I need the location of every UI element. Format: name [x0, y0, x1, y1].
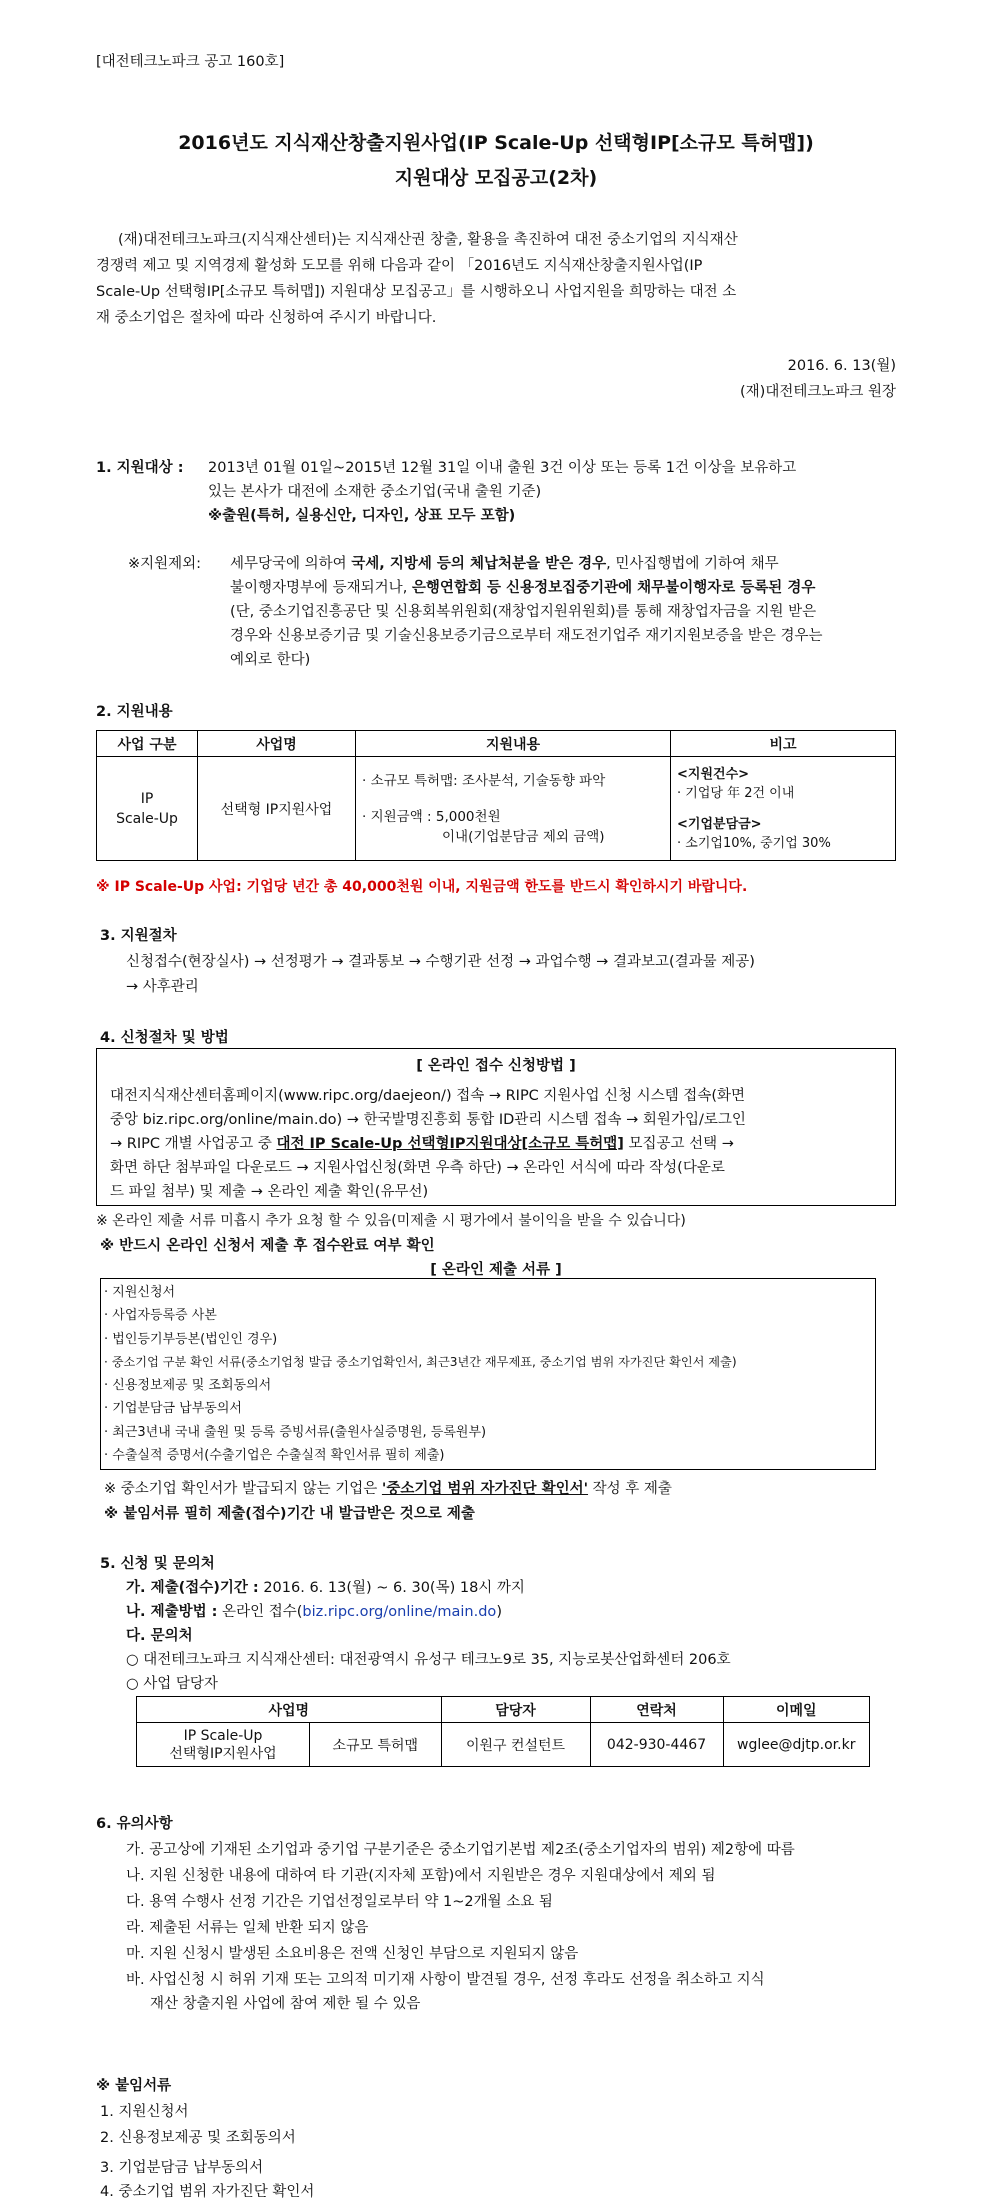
- caution-item-cont: 재산 창출지원 사업에 참여 제한 될 수 있음: [150, 1996, 421, 2012]
- table-header: 사업 구분: [97, 731, 198, 757]
- procedure-line: → 사후관리: [126, 979, 199, 995]
- contact-table: [136, 1696, 870, 1767]
- section1-line: 2013년 01월 01일~2015년 12월 31일 이내 출원 3건 이상 또는 등록 1건 이상을 보유하고: [208, 460, 797, 476]
- exclusion-line: (단, 중소기업진흥공단 및 신용회복위원회(재창업지원위원회)를 통해 재창업자금을 지원 받은: [230, 604, 817, 620]
- list-item: · 법인등기부등본(법인인 경우): [104, 1331, 278, 1347]
- intro-line: (재)대전테크노파크(지식재산센터)는 지식재산권 창출, 활용을 촉진하여 대전 중소기업의 지식재산: [118, 232, 738, 248]
- attachment-period-note: ※ 붙임서류 필히 제출(접수)기간 내 발급받은 것으로 제출: [104, 1506, 475, 1522]
- intro-line: 재 중소기업은 절차에 따라 신청하여 주시기 바랍니다.: [96, 310, 437, 326]
- notice-reference: [대전테크노파크 공고 160호]: [96, 54, 285, 70]
- table-header: 담당자: [441, 1697, 590, 1723]
- table-cell: 선택형 IP지원사업: [198, 757, 356, 861]
- notice-title-line1: 2016년도 지식재산창출지원사업(IP Scale-Up 선택형IP[소규모 특허맵]): [178, 132, 814, 154]
- section5-heading: 5. 신청 및 문의처: [100, 1556, 215, 1572]
- caution-item: 바. 사업신청 시 허위 기재 또는 고의적 미기재 사항이 발견될 경우, 선정 후라도 선정을 취소하고 지식: [126, 1972, 765, 1988]
- section2-heading: 2. 지원내용: [96, 704, 173, 720]
- attachments-heading: ※ 붙임서류: [96, 2078, 172, 2094]
- procedure-line: 신청접수(현장실사) → 선정평가 → 결과통보 → 수행기관 선정 → 과업수행 → 결과보고(결과물 제공): [126, 954, 755, 970]
- contact-address: ○ 대전테크노파크 지식재산센터: 대전광역시 유성구 테크노9로 35, 지능로봇산업화센터 206호: [126, 1652, 731, 1668]
- table-header: 이메일: [723, 1697, 869, 1723]
- table-header: 지원내용: [356, 731, 671, 757]
- caution-item: 라. 제출된 서류는 일체 반환 되지 않음: [126, 1920, 369, 1936]
- table-header: 연락처: [590, 1697, 723, 1723]
- attachment-item: 1. 지원신청서: [100, 2104, 189, 2120]
- table-header: 사업명: [198, 731, 356, 757]
- table-header: 사업명: [137, 1697, 442, 1723]
- contact-manager-label: ○ 사업 담당자: [126, 1676, 218, 1692]
- list-item: · 사업자등록증 사본: [104, 1308, 217, 1324]
- docs-list: [104, 1281, 737, 1467]
- online-method-line: 드 파일 첨부) 및 제출 → 온라인 제출 확인(유무선): [110, 1184, 429, 1200]
- table-cell: <지원건수> · 기업당 年 2건 이내 <기업분담금> · 소기업10%, 중기업 30%: [671, 757, 896, 861]
- section3-heading: 3. 지원절차: [100, 928, 177, 944]
- exclusion-line: 예외로 한다): [230, 652, 311, 668]
- exclusion-line: 경우와 신용보증기금 및 기술신용보증기금으로부터 재도전기업주 재기지원보증을 받은 경우는: [230, 628, 823, 644]
- section1-scope-note: ※출원(특허, 실용신안, 디자인, 상표 모두 포함): [208, 508, 516, 524]
- section1-heading: 1. 지원대상 :: [96, 460, 184, 476]
- table-cell: 042-930-4467: [590, 1723, 723, 1767]
- table-cell: IP Scale-Up: [97, 757, 198, 861]
- table-row: [97, 757, 896, 861]
- exclusion-line: 불이행자명부에 등재되거나, 은행연합회 등 신용정보집중기관에 채무불이행자로 등록된 경우: [230, 580, 816, 596]
- limit-warning: ※ IP Scale-Up 사업: 기업당 년간 총 40,000천원 이내, 지원금액 한도를 반드시 확인하시기 바랍니다.: [96, 879, 748, 895]
- caution-item: 가. 공고상에 기재된 소기업과 중기업 구분기준은 중소기업기본법 제2조(중소기업자의 범위) 제2항에 따름: [126, 1842, 795, 1858]
- online-method-title: [ 온라인 접수 신청방법 ]: [416, 1058, 576, 1074]
- contact-email[interactable]: wglee@djtp.or.kr: [723, 1723, 869, 1767]
- notice-title-line2: 지원대상 모집공고(2차): [394, 167, 598, 189]
- submission-period: 가. 제출(접수)기간 : 2016. 6. 13(월) ~ 6. 30(목) 18시 까지: [126, 1580, 525, 1596]
- list-item: · 기업분담금 납부동의서: [104, 1401, 242, 1417]
- list-item: · 지원신청서: [104, 1285, 176, 1300]
- list-item: · 신용정보제공 및 조회동의서: [104, 1378, 272, 1394]
- online-method-line: 대전지식재산센터홈페이지(www.ripc.org/daejeon/) 접속 → RIPC 지원사업 신청 시스템 접속(화면: [110, 1088, 745, 1104]
- intro-line: 경쟁력 제고 및 지역경제 활성화 도모를 위해 다음과 같이 「2016년도 지식재산창출지원사업(IP: [96, 258, 703, 274]
- section6-heading: 6. 유의사항: [96, 1816, 173, 1832]
- table-header: 비고: [671, 731, 896, 757]
- list-item: · 최근3년내 국내 출원 및 등록 증빙서류(출원사실증명원, 등록원부): [104, 1424, 487, 1440]
- attachment-item: 3. 기업분담금 납부동의서: [100, 2160, 264, 2176]
- submission-method: 나. 제출방법 : 온라인 접수(biz.ripc.org/online/main.do): [126, 1604, 502, 1620]
- table-cell: 소규모 특허맵: [310, 1723, 442, 1767]
- section1-line: 있는 본사가 대전에 소재한 중소기업(국내 출원 기준): [208, 484, 542, 500]
- list-item: · 중소기업 구분 확인 서류(중소기업청 발급 중소기업확인서, 최근3년간 재무제표, 중소기업 범위 자가진단 확인서 제출): [104, 1354, 737, 1369]
- list-item: · 수출실적 증명서(수출기업은 수출실적 확인서류 필히 제출): [104, 1448, 445, 1464]
- exclusion-line: 세무당국에 의하여 국세, 지방세 등의 체납처분을 받은 경우, 민사집행법에 기하여 채무: [230, 556, 779, 572]
- table-cell: IP Scale-Up 선택형IP지원사업: [137, 1723, 310, 1767]
- notice-date: 2016. 6. 13(월): [787, 358, 896, 374]
- support-table: [96, 730, 896, 861]
- caution-item: 나. 지원 신청한 내용에 대하여 타 기관(지자체 포함)에서 지원받은 경우 지원대상에서 제외 됨: [126, 1868, 716, 1884]
- exclusion-label: ※지원제외:: [128, 556, 202, 572]
- submission-link[interactable]: biz.ripc.org/online/main.do: [302, 1604, 497, 1620]
- table-cell: 이원구 컨설턴트: [441, 1723, 590, 1767]
- contact-heading: 다. 문의처: [126, 1628, 193, 1644]
- table-row: [137, 1723, 870, 1767]
- caution-item: 다. 용역 수행사 선정 기간은 기업선정일로부터 약 1~2개월 소요 됨: [126, 1894, 553, 1910]
- sme-note: ※ 중소기업 확인서가 발급되지 않는 기업은 '중소기업 범위 자가진단 확인서' 작성 후 제출: [104, 1481, 672, 1497]
- online-note-confirm: ※ 반드시 온라인 신청서 제출 후 접수완료 여부 확인: [100, 1238, 435, 1254]
- online-method-line: 화면 하단 첨부파일 다운로드 → 지원사업신청(화면 우측 하단) → 온라인 서식에 따라 작성(다운로: [110, 1160, 725, 1176]
- caution-item: 마. 지원 신청시 발생된 소요비용은 전액 신청인 부담으로 지원되지 않음: [126, 1946, 579, 1962]
- table-cell: · 소규모 특허맵: 조사분석, 기술동향 파악 · 지원금액 : 5,000천원 이내(기업분담금 제외 금액): [356, 757, 671, 861]
- online-method-line: → RIPC 개별 사업공고 중 대전 IP Scale-Up 선택형IP지원대상[소규모 특허맵] 모집공고 선택 →: [110, 1136, 734, 1152]
- online-note: ※ 온라인 제출 서류 미흡시 추가 요청 할 수 있음(미제출 시 평가에서 불이익을 받을 수 있습니다): [96, 1213, 686, 1229]
- notice-issuer: (재)대전테크노파크 원장: [740, 384, 896, 400]
- section4-heading: 4. 신청절차 및 방법: [100, 1030, 229, 1046]
- online-method-line: 중앙 biz.ripc.org/online/main.do) → 한국발명진흥회 통합 ID관리 시스템 접속 → 회원가입/로그인: [110, 1112, 746, 1128]
- intro-line: Scale-Up 선택형IP[소규모 특허맵]) 지원대상 모집공고」를 시행하오니 사업지원을 희망하는 대전 소: [96, 284, 737, 300]
- attachment-item: 4. 중소기업 범위 자가진단 확인서: [100, 2184, 315, 2200]
- attachment-item: 2. 신용정보제공 및 조회동의서: [100, 2130, 296, 2146]
- docs-title: [ 온라인 제출 서류 ]: [430, 1262, 562, 1278]
